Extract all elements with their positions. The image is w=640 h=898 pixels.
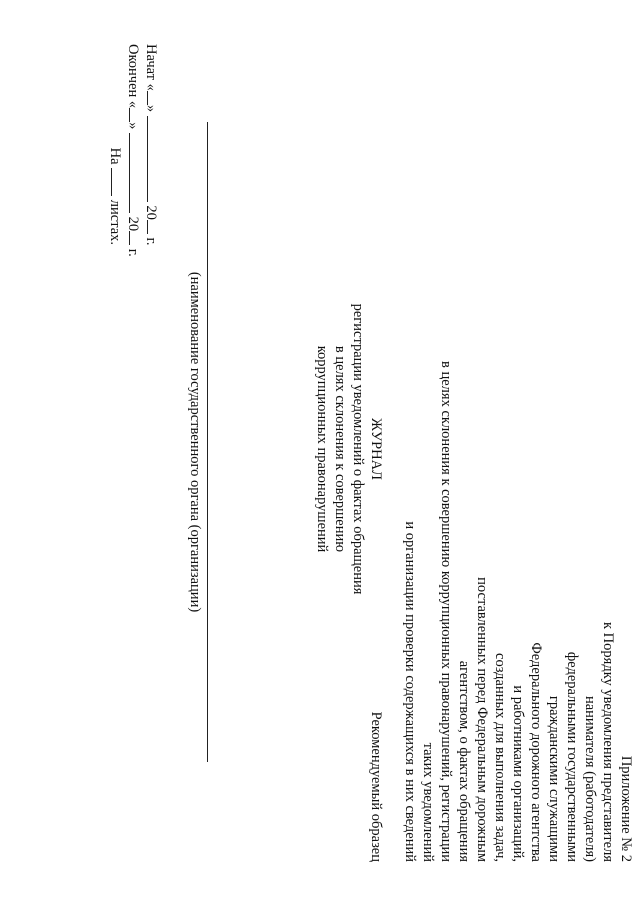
appendix-line-6: Федерального дорожного агентства (528, 642, 544, 862)
ended-year-suffix: г. (125, 248, 141, 257)
ended-quote-close: » (125, 122, 141, 130)
appendix-line-2: к Порядку уведомления представителя (600, 622, 616, 862)
started-quote-close: » (143, 104, 159, 113)
ended-month-blank (129, 133, 142, 213)
started-day-blank (147, 91, 160, 105)
appendix-line-8: созданных для выполнения задач, (492, 653, 508, 862)
journal-subtitle-2: в целях склонения к совершению (332, 345, 348, 553)
sheets-row (106, 44, 124, 245)
journal-subtitle-3: коррупционных правонарушений (314, 345, 330, 553)
sheets-suffix: листах. (107, 199, 123, 246)
sheets-count-blank (111, 168, 124, 196)
started-label: Начат « (143, 44, 159, 91)
journal-title: ЖУРНАЛ (368, 418, 384, 480)
ended-day-blank (129, 108, 142, 122)
appendix-line-1: Приложение № 2 (618, 755, 634, 862)
org-caption: (наименование государственного органа (организации) (187, 271, 203, 613)
appendix-line-11: в целях склонения к совершению коррупционных правонарушений, регистрации (438, 361, 454, 862)
appendix-line-3: нанимателя (работодателя) (582, 695, 598, 862)
appendix-line-10: агентством, о фактах обращения (456, 660, 472, 862)
sheets-prefix: На (107, 147, 123, 165)
ended-year-blank (129, 231, 142, 245)
ended-year-prefix: 20 (125, 216, 141, 232)
appendix-line-13: и организации проверки содержащихся в них сведений (402, 521, 418, 862)
started-row (142, 44, 160, 245)
appendix-line-5: гражданскими служащими (546, 695, 562, 862)
started-month-blank (147, 116, 160, 202)
started-year-blank (147, 220, 160, 234)
journal-subtitle-1: регистрации уведомлений о фактах обращения (350, 303, 366, 595)
appendix-line-7: и работниками организаций, (510, 685, 526, 862)
ended-label: Окончен « (125, 44, 141, 109)
started-year-suffix: г. (143, 237, 159, 246)
started-year-prefix: 20 (143, 205, 159, 220)
ended-row (124, 44, 142, 257)
appendix-line-12: таких уведомлений (420, 742, 436, 862)
appendix-line-9: поставленных перед Федеральным дорожным (474, 577, 490, 862)
recommended-sample: Рекомендуемый образец (368, 711, 384, 862)
appendix-line-4: федеральными государственными (564, 651, 580, 862)
org-name-line (207, 122, 208, 762)
